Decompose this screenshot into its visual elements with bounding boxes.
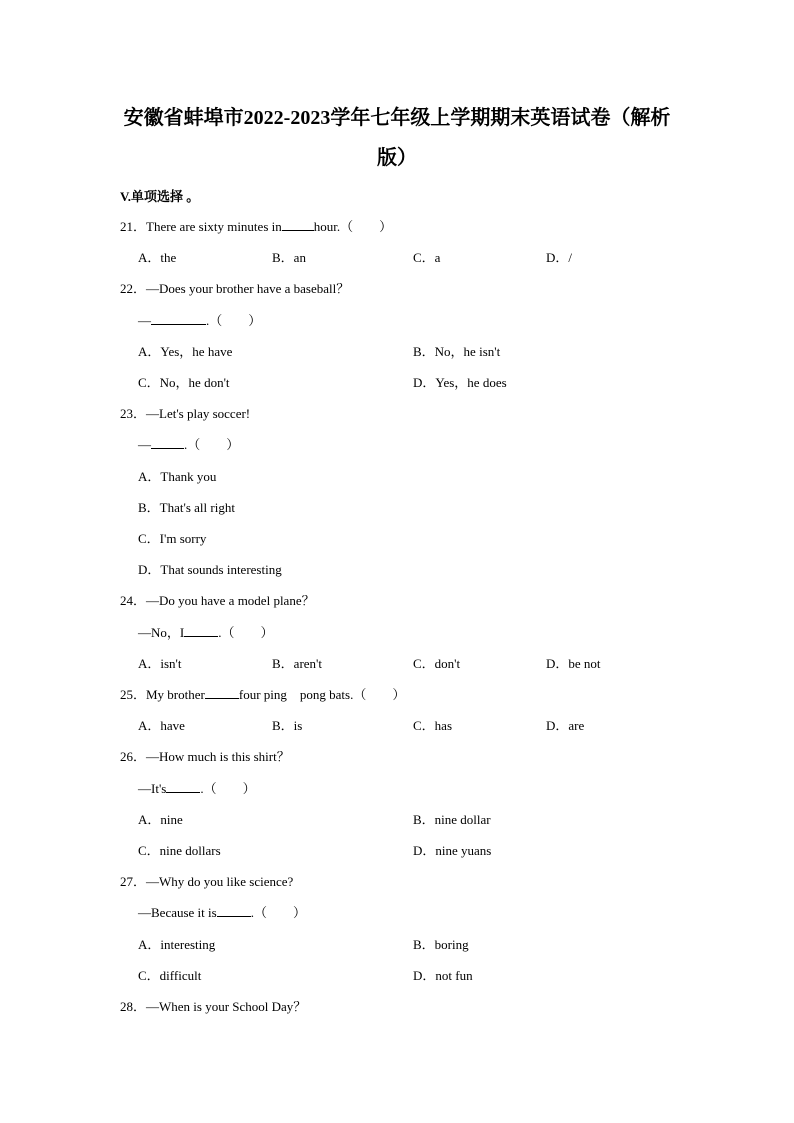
question-24-option-d: D．be not bbox=[546, 655, 601, 671]
stem-text: hour.（ ） bbox=[313, 219, 393, 234]
question-21-option-d: D．/ bbox=[546, 250, 573, 266]
question-24-stem-2 bbox=[138, 624, 273, 642]
question-22-stem-1 bbox=[120, 280, 349, 298]
stem-text: four ping pong bats.（ ） bbox=[238, 687, 406, 702]
question-25-option-d: D．are bbox=[546, 718, 585, 734]
question-23-stem-1 bbox=[120, 405, 250, 423]
exam-title-line-1: 安徽省蚌埠市2022-2023学年七年级上学期期末英语试卷（解析 bbox=[123, 107, 671, 129]
question-27-option-b: B．boring bbox=[413, 936, 469, 952]
exam-title-line-2: 版） bbox=[377, 147, 417, 169]
stem-text: —It's bbox=[138, 780, 167, 796]
question-22-option-d: D．Yes，he does bbox=[413, 375, 507, 390]
question-26-stem-2 bbox=[138, 780, 256, 798]
question-25-option-c: C．has bbox=[413, 718, 453, 734]
stem-text: 27．—Why do you like science? bbox=[120, 874, 294, 890]
stem-text: 22．—Does your brother have a baseball？ bbox=[120, 281, 350, 297]
answer-blank bbox=[217, 904, 251, 917]
question-26-option-c: C．nine dollars bbox=[138, 843, 221, 858]
stem-text: .（ ） bbox=[206, 312, 262, 328]
stem-text: — bbox=[138, 312, 151, 328]
question-21-stem-1 bbox=[120, 218, 392, 236]
stem-text: 28．—When is your School Day？ bbox=[120, 999, 307, 1014]
stem-text: 26．—How much is this shirt？ bbox=[120, 749, 290, 765]
question-23-stem-2 bbox=[138, 436, 239, 454]
answer-blank bbox=[205, 686, 239, 699]
question-26-option-a: A．nine bbox=[138, 811, 183, 827]
question-23-option-a: A．Thank you bbox=[138, 468, 217, 484]
question-26-option-b: B．nine dollar bbox=[413, 811, 491, 827]
stem-text: .（ ） bbox=[200, 780, 256, 796]
question-23-option-d: D．That sounds interesting bbox=[138, 562, 282, 578]
question-27-option-d: D．not fun bbox=[413, 967, 473, 983]
question-22-stem-2 bbox=[138, 312, 261, 330]
stem-text: 25．My brother bbox=[120, 687, 205, 702]
stem-text: —No，I bbox=[138, 624, 185, 640]
stem-text: — bbox=[138, 437, 151, 453]
stem-text: 23．—Let's play soccer! bbox=[120, 406, 251, 422]
question-23-option-c: C．I'm sorry bbox=[138, 531, 207, 546]
question-21-option-b: B．an bbox=[272, 250, 306, 266]
question-24-option-a: A．isn't bbox=[138, 655, 182, 671]
question-27-option-c: C．difficult bbox=[138, 967, 202, 983]
question-27-option-a: A．interesting bbox=[138, 936, 216, 952]
answer-blank bbox=[282, 218, 314, 231]
answer-blank bbox=[151, 312, 206, 325]
question-25-stem-1 bbox=[120, 686, 405, 704]
question-28-stem-1 bbox=[120, 998, 306, 1016]
stem-text: 24．—Do you have a model plane？ bbox=[120, 593, 315, 609]
question-24-option-c: C．don't bbox=[413, 655, 461, 671]
question-23-option-b: B．That's all right bbox=[138, 499, 235, 515]
question-22-option-a: A．Yes，he have bbox=[138, 343, 233, 359]
question-24-option-b: B．aren't bbox=[272, 655, 322, 671]
section-heading: V.单项选择 。 bbox=[120, 189, 200, 204]
stem-text: 21．There are sixty minutes in bbox=[120, 219, 282, 234]
question-27-stem-1 bbox=[120, 873, 293, 891]
question-25-option-a: A．have bbox=[138, 718, 185, 734]
stem-text: .（ ） bbox=[250, 905, 306, 921]
question-26-stem-1 bbox=[120, 748, 290, 766]
answer-blank bbox=[151, 436, 184, 449]
question-21-option-c: C．a bbox=[413, 250, 441, 266]
question-22-option-c: C．No，he don't bbox=[138, 375, 230, 390]
question-26-option-d: D．nine yuans bbox=[413, 843, 492, 858]
answer-blank bbox=[184, 624, 218, 637]
question-27-stem-2 bbox=[138, 904, 306, 922]
answer-blank bbox=[166, 780, 200, 793]
stem-text: —Because it is bbox=[138, 905, 217, 921]
question-25-option-b: B．is bbox=[272, 718, 303, 734]
question-22-option-b: B．No，he isn't bbox=[413, 343, 501, 359]
stem-text: .（ ） bbox=[218, 624, 274, 640]
question-21-option-a: A．the bbox=[138, 250, 177, 266]
stem-text: .（ ） bbox=[184, 437, 240, 453]
question-24-stem-1 bbox=[120, 592, 315, 610]
